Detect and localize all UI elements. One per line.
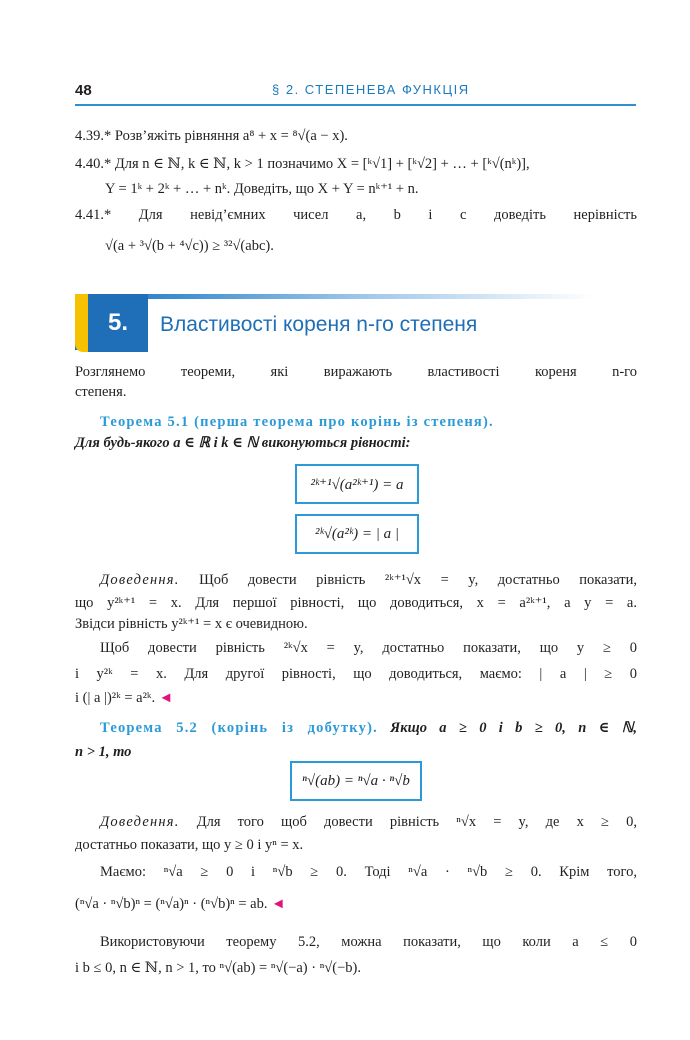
proof-1-line-4: Щоб довести рівність ²ᵏ√x = y, достатньо показати, що y ≥ 0	[100, 640, 637, 656]
proof-2-line-1-text: Для того щоб довести рівність ⁿ√x = y, де x ≥ 0,	[196, 814, 637, 830]
problem-4-41-formula: √(a + ³√(b + ⁴√c)) ≥ ³²√(abc).	[105, 238, 274, 254]
theorem-5-2-statement: Якщо a ≥ 0 і b ≥ 0, n ∈ ℕ,	[390, 720, 637, 736]
section-number: 5.	[88, 294, 148, 352]
problem-4-41-line-1: 4.41.* Для невід’ємних чисел a, b і c доведіть нерівність	[75, 207, 637, 223]
theorem-5-1-statement: Для будь-якого a ∈ ℝ і k ∈ ℕ виконуються рівності:	[75, 435, 411, 451]
proof-2-line-2: достатньо показати, що y ≥ 0 і yⁿ = x.	[75, 837, 304, 853]
chapter-title: § 2. СТЕПЕНЕВА ФУНКЦІЯ	[272, 82, 470, 97]
proof-1-line-1-text: Щоб довести рівність ²ᵏ⁺¹√x = y, достатньо показати,	[199, 572, 637, 588]
formula-odd-root	[295, 464, 419, 504]
proof-2-line-4	[75, 894, 637, 914]
proof-1-line-1	[100, 570, 637, 590]
formula-odd-root-text: ²ᵏ⁺¹√(a²ᵏ⁺¹) = a	[310, 476, 404, 493]
formula-product-root-text: ⁿ√(ab) = ⁿ√a · ⁿ√b	[302, 772, 410, 789]
proof-1-line-6	[75, 688, 637, 708]
end-of-proof-mark: ◄	[158, 690, 174, 706]
header-divider	[75, 104, 636, 106]
problem-4-40-line-1: 4.40.* Для n ∈ ℕ, k ∈ ℕ, k > 1 позначимо X = [ᵏ√1] + [ᵏ√2] + … + [ᵏ√(nᵏ)],	[75, 156, 530, 172]
page-number: 48	[75, 82, 92, 99]
theorem-5-2-heading: Теорема 5.2 (корінь із добутку).	[100, 720, 378, 736]
section-accent	[75, 294, 89, 352]
problem-4-40-line-2: Y = 1ᵏ + 2ᵏ + … + nᵏ. Доведіть, що X + Y = nᵏ⁺¹ + n.	[105, 181, 419, 197]
section-title: Властивості кореня n-го степеня	[160, 313, 478, 336]
intro-line-2: степеня.	[75, 384, 127, 400]
proof-1-line-5: і y²ᵏ = x. Для другої рівності, що доводиться, маємо: | a | ≥ 0	[75, 666, 637, 682]
intro-line-1: Розглянемо теореми, які виражають властивості кореня n-го	[75, 364, 637, 380]
theorem-5-2-line-2: n > 1, то	[75, 744, 132, 760]
proof-2-label: Доведення.	[100, 814, 180, 830]
proof-1-line-2: що y²ᵏ⁺¹ = x. Для першої рівності, що доводиться, x = a²ᵏ⁺¹, а y = a.	[75, 595, 637, 611]
outro-line-1: Використовуючи теорему 5.2, можна показати, що коли a ≤ 0	[100, 934, 637, 950]
proof-2-line-4-text: (ⁿ√a · ⁿ√b)ⁿ = (ⁿ√a)ⁿ · (ⁿ√b)ⁿ = ab.	[75, 896, 268, 912]
proof-1-label: Доведення.	[100, 572, 180, 588]
proof-1-line-3: Звідси рівність y²ᵏ⁺¹ = x є очевидною.	[75, 616, 308, 632]
theorem-5-2-line-1	[100, 718, 637, 738]
outro-line-2: і b ≤ 0, n ∈ ℕ, n > 1, то ⁿ√(ab) = ⁿ√(−a) · ⁿ√(−b).	[75, 960, 361, 976]
proof-2-line-3: Маємо: ⁿ√a ≥ 0 і ⁿ√b ≥ 0. Тоді ⁿ√a · ⁿ√b ≥ 0. Крім того,	[100, 864, 637, 880]
formula-even-root-text: ²ᵏ√(a²ᵏ) = | a |	[314, 525, 400, 542]
theorem-5-1-title	[100, 412, 637, 432]
formula-even-root	[295, 514, 419, 554]
problem-4-39: 4.39.* Розв’яжіть рівняння a⁸ + x = ⁸√(a − x).	[75, 128, 348, 144]
formula-product-root	[290, 761, 422, 801]
proof-1-line-6-text: і (| a |)²ᵏ = a²ᵏ.	[75, 690, 156, 706]
end-of-proof-mark-2: ◄	[271, 896, 286, 912]
proof-2-line-1	[100, 812, 637, 832]
theorem-5-1-heading: Теорема 5.1 (перша теорема про корінь із степеня).	[100, 414, 494, 430]
